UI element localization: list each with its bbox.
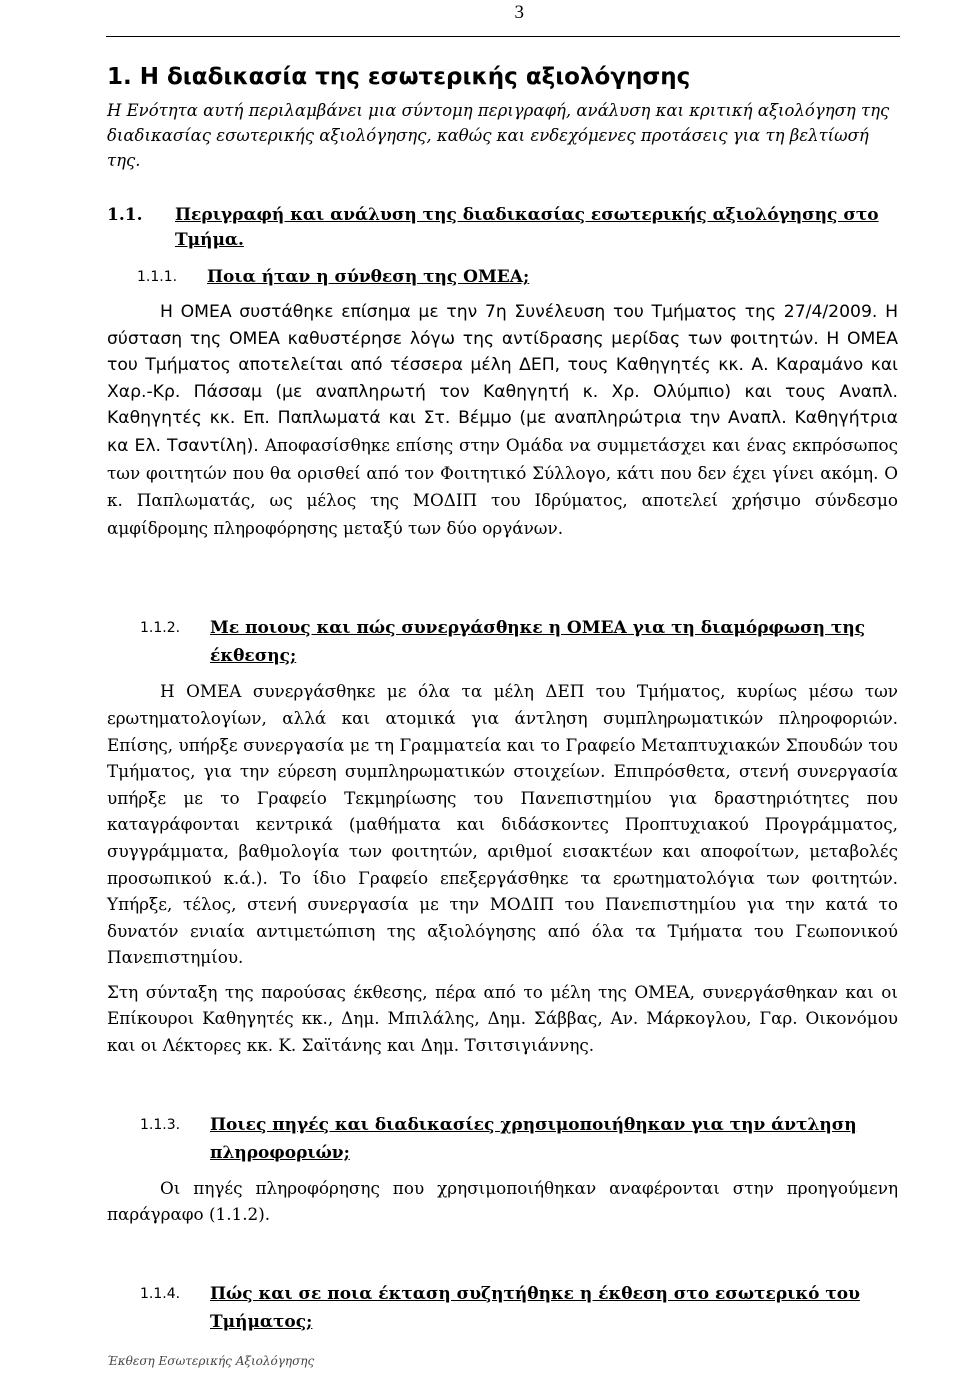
section-1-1-3-number: 1.1.3. (140, 1116, 181, 1133)
section-1-heading: 1. Η διαδικασία της εσωτερικής αξιολόγησης (107, 64, 691, 90)
section-1-1-4-heading (140, 1280, 898, 1336)
section-1-intro: Η Ενότητα αυτή περιλαμβάνει μια σύντομη περιγραφή, ανάλυση και κριτική αξιολόγηση της διαδικασίας εσωτερικής αξιολόγησης, καθώς και ενδεχόμενες προτάσεις για τη βελτίωσή της. (107, 101, 890, 170)
section-1-1-1-number: 1.1.1. (137, 269, 178, 285)
section-1-1-2-number: 1.1.2. (140, 620, 181, 637)
section-1-1-1-body-sans: Η ΟΜΕΑ συστάθηκε επίσημα με την 7η Συνέλευση του Τμήματος της 27/4/2009. Η σύσταση της ΟΜΕΑ καθυστέρησε λόγω της αντίδρασης μερίδας των φοιτητών. Η ΟΜΕΑ του Τμήματος αποτελείται από τέσσερα μέλη ΔΕΠ, τους Καθηγητές κκ. Α. Καραμάνο και Χαρ.-Κρ. Πάσσαμ (με αναπληρωτή τον Καθηγητή κ. Χρ. Ολύμπιο) και τους Αναπλ. Καθηγητές κκ. Επ. Παπλωματά και Στ. Βέμμο (με αναπληρώτρια την Αναπλ. Καθηγήτρια κα Ελ. Τσαντίλη). (107, 302, 898, 456)
page-number: 3 (514, 2, 524, 23)
document-body (107, 62, 898, 1336)
section-1-1-3-heading (140, 1111, 898, 1167)
section-1-1-number: 1.1. (107, 205, 143, 225)
page-footer: Έκθεση Εσωτερικής Αξιολόγησης (107, 1354, 315, 1368)
section-1-1-1-title: Ποια ήταν η σύνθεση της ΟΜΕΑ; (207, 267, 530, 287)
section-1-1-2-title: Με ποιους και πώς συνεργάσθηκε η ΟΜΕΑ για τη διαμόρφωση της έκθεσης; (210, 618, 866, 667)
section-1-1-1-body-serif: Αποφασίσθηκε επίσης στην Ομάδα να συμμετάσχει και ένας εκπρόσωπος των φοιτητών που θα ορισθεί από τον Φοιτητικό Σύλλογο, κάτι που δεν έχει γίνει ακόμη. Ο κ. Παπλωματάς, ως μέλος της ΜΟΔΙΠ του Ιδρύματος, αποτελεί χρήσιμο σύνδεσμο αμφίδρομης πληροφόρησης μεταξύ των δύο οργάνων. (107, 434, 898, 538)
section-1-1-3-title: Ποιες πηγές και διαδικασίες χρησιμοποιήθηκαν για την άντληση πληροφοριών; (210, 1114, 857, 1163)
section-1-1-3-body: Οι πηγές πληροφόρησης που χρησιμοποιήθηκαν αναφέρονται στην προηγούμενη παράγραφο (1.1.2). (107, 1177, 898, 1225)
section-1-1-1-body (107, 299, 898, 542)
section-1-1-2-body-2: Στη σύνταξη της παρούσας έκθεσης, πέρα από το μέλη της ΟΜΕΑ, συνεργάσθηκαν και οι Επίκουροι Καθηγητές κκ., Δημ. Μπιλάλης, Δημ. Σάββας, Αν. Μάρκογλου, Γαρ. Οικονόμου και οι Λέκτορες κκ. Κ. Σαϊτάνης και Δημ. Τσιτσιγιάννης. (107, 981, 898, 1056)
header-rule (106, 36, 900, 37)
section-1-1-2-body-1: Η ΟΜΕΑ συνεργάσθηκε με όλα τα μέλη ΔΕΠ του Τμήματος, κυρίως μέσω των ερωτηματολογίων, αλλά και ατομικά για άντληση συμπληρωματικών πληροφοριών. Επίσης, υπήρξε συνεργασία με τη Γραμματεία και το Γραφείο Μεταπτυχιακών Σπουδών του Τμήματος, για την εύρεση συμπληρωματικών στοιχείων. Επιπρόσθετα, στενή συνεργασία υπήρξε με το Γραφείο Τεκμηρίωσης του Πανεπιστημίου για δραστηριότητες που καταγράφονται κεντρικά (μαθήματα και διδάσκοντες Προπτυχιακού Προγράμματος, συγγράμματα, βαθμολογία των φοιτητών, αριθμοί εισακτέων και αποφοίτων, μεταβολές προσωπικού κ.ά.). Το ίδιο Γραφείο επεξεργάσθηκε τα ερωτηματολόγια των φοιτητών. Υπήρξε, τέλος, στενή συνεργασία με την ΜΟΔΙΠ του Πανεπιστημίου για την κατά το δυνατόν ενιαία αντιμετώπιση της αξιολόγησης από όλα τα Τμήματα του Γεωπονικού Πανεπιστημίου. (107, 681, 898, 968)
section-1-1-4-number: 1.1.4. (140, 1285, 181, 1302)
section-1-1-2-heading (140, 614, 898, 670)
section-1-1-title: Περιγραφή και ανάλυση της διαδικασίας εσωτερικής αξιολόγησης στο Τμήμα. (175, 205, 879, 250)
section-1-1-4-title: Πώς και σε ποια έκταση συζητήθηκε η έκθεση στο εσωτερικό του Τμήματος; (210, 1283, 860, 1332)
section-1-1-heading (107, 203, 898, 253)
section-1-1-1-heading (137, 263, 898, 291)
